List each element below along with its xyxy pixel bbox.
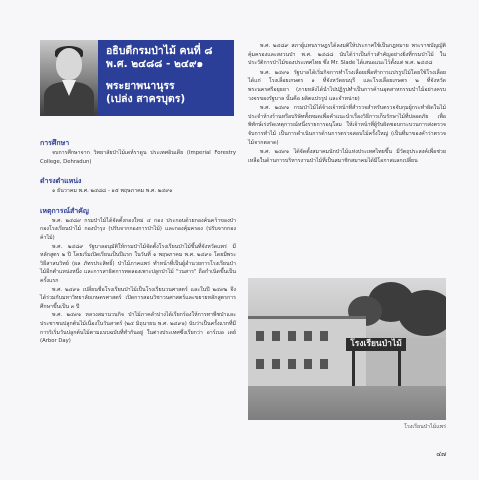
event-paragraph: พ.ศ. ๒๔๙๑ เปลี่ยนชื่อโรงเรียนป่าไม้เป็นโรงเรียนวนศาสตร์ และในปี ๒๔๙๒ จึงได้ร่วมกับมหาวิทยาลัยเกษตรศาสตร์ เปิดการสอนวิชาวนศาสตร์และขยายหลักสูตรการศึกษาขึ้นเป็น ๓ ปี xyxy=(40,286,236,310)
portrait-photo xyxy=(40,40,98,116)
header-years: พ.ศ. ๒๔๘๘ - ๒๔๙๑ xyxy=(106,58,204,70)
right-paragraph: พ.ศ. ๒๔๙๑ รัฐบาลได้เริ่มกิจการทำโรงเลื่อยเพื่อทำการแปรรูปไม้โดยใช้โรงเลื่อย ได้แก่ โรงเลื่อยเกษตร ๑ ที่จังหวัดธนบุรี และโรงเลื่อยเกษตร ๒ ที่จังหวัดพระนครศรีอยุธยา (ภายหลังได้นำไปปฏิรูปทำเป็นการค้านอุตสาหกรรมป่าไม้อย่างครบวงจรของรัฐบาล นั้นคือ ผลิตแปรรูป และจำหน่าย) xyxy=(248,69,446,102)
photo-caption: โรงเรียนป่าไม้แพร่ xyxy=(404,424,446,430)
right-paragraph: พ.ศ. ๒๔๙๑ กรมป่าไม้ได้จ้างเจ้าหน้าที่สำรวจสำหรับตรวจจับกุมผู้กระทำผิดในไม้ประจำห้างร้านหรือบริษัททั้งหมดเพื่อคำแนะนำเรื่องวิธีการเก็บรักษาไม้ที่ปลอดภัย เพื่อพิทักษ์เร่งรัดเหตุการณ์หนึ่งรายการอนุโลม ให้เจ้าหน้าที่ผู้รับผิดชอบกระบวนการส่งตรวจจับการทำไม้ เป็นการดำเนินการด้านการตรวจสอบไม้ครั้งใหญ่ (เป็นที่มาของคำว่าตรวจไม้จากตลาด) xyxy=(248,105,446,146)
events-heading: เหตุการณ์สำคัญ xyxy=(40,206,89,215)
header-name-original: (เปล่ง สาครบุตร) xyxy=(106,93,186,105)
education-heading: การศึกษา xyxy=(40,139,70,147)
right-column xyxy=(248,42,446,166)
page-number: ๔๗ xyxy=(436,450,446,458)
tenure-heading: ดำรงตำแหน่ง xyxy=(40,177,82,186)
right-paragraph: พ.ศ. ๒๔๙๑ ได้จัดตั้งสมาคมนักป่าไม้แห่งประเทศไทยขึ้น มีวัตถุประสงค์เพื่อช่วยเหลือในด้านการบริหารงานป่าไม้ที่เป็นสมาชิกสมาคมได้มีโอกาสแลกเปลี่ยน xyxy=(248,149,446,164)
education-text: จบการศึกษาจาก วิทยาลัยป่าไม้เดห์ราดูน ประเทศอินเดีย (Imperial Forestry College, Dehradun) xyxy=(40,150,236,165)
tenure-text: ๑ ธันวาคม พ.ศ. ๒๔๘๘ - ๑๕ พฤษภาคม พ.ศ. ๒๔๙๑ xyxy=(52,188,173,195)
event-paragraph: พ.ศ. ๒๔๙๑ หลวงสมานวนกิจ ป่าไม้ภาคลำปางได้เรียกร้องให้การทาพืชป่าและประชาชนปลูกต้นไม้เนื่องในวันสาตร์ (๒๔ มิถุนายน พ.ศ. ๒๔๙๑) นับว่าเป็นครั้งแรกที่มีการริเริ่มวันปลูกต้นไม้ตามแบบฉบับที่ทำกันอยู่ ในต่างประเทศซึ่งเรียกว่า อาร์เบอ เดย์ (Arbor Day) xyxy=(40,312,236,345)
event-paragraph: พ.ศ. ๒๔๘๙ รัฐบาลอนุมัติให้กรมป่าไม้จัดตั้งโรงเรียนป่าไม้ขึ้นที่จังหวัดแพร่ มีหลักสูตร ๒ ปี โดยเริ่มเปิดเรียนเป็นปีแรก ในวันที่ ๑ พฤษภาคม พ.ศ. ๒๔๙๐ โดยมีพระวิธีสาสนวิทย์ (ผล ภัทรประสิทธิ์) ป่าไม้ภาคแพร่ ทำหน้าที่เป็นผู้อำนวยการโรงเรียนป่าไม้อีกตำแหน่งหนึ่ง และการสาธิตการทดลองเพาะปลูกป่าไม้ "วนสาร" ถือกำเนิดขึ้นเป็นครั้งแรก xyxy=(40,243,236,284)
event-paragraph: พ.ศ. ๒๔๘๙ กรมป่าไม้ได้จัดตั้งกองใหม่ ๔ กอง ประกอบด้วยกองค้นคว้าของป่า กองโรงเรียนป่าไม้ กองบำรุง (ปรับจากกองการป่าไม้) และกองคุ้มครอง (ปรับจากกองค้าไม้) xyxy=(40,217,236,241)
school-building-photo xyxy=(248,278,446,420)
header-name: พระยาพนานุรร xyxy=(106,80,175,92)
left-column xyxy=(40,122,236,346)
header-title: อธิบดีกรมป่าไม้ คนที่ ๘ xyxy=(106,45,213,57)
school-sign: โรงเรียนป่าไม้ xyxy=(346,338,406,351)
header-block xyxy=(98,40,234,116)
right-paragraph: พ.ศ. ๒๔๘๙ สภาผู้แทนราษฎรได้ลงมติให้ประกาศใช้เป็นกฎหมาย พระราชบัญญัติคุ้มครองและสงวนป่า พ.ศ. ๒๔๘๘ นับได้ว่าเป็นก้าวสำคัญอย่างยิ่งที่กรมป่าไม้ ในประวัติการป่าไม้ของประเทศไทย ซึ่ง Mr. Slade ได้เสนอแนะไว้ตั้งแต่ พ.ศ. ๒๔๔๘ xyxy=(248,43,446,67)
